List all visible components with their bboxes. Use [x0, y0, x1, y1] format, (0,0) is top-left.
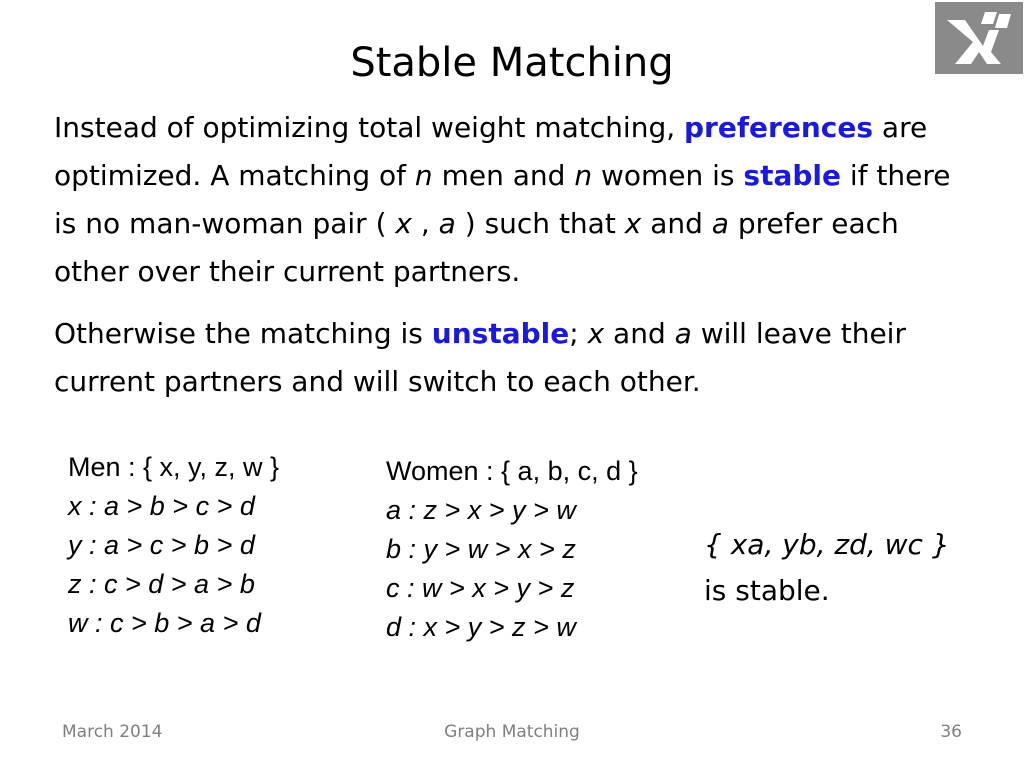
keyword-preferences: preferences: [684, 111, 874, 144]
page-number: 36: [940, 722, 962, 742]
paragraph-text: are optimized. A matching of: [54, 111, 928, 192]
women-preferences: [386, 452, 638, 647]
paragraph-text: will leave their current partners and will switch to each other.: [54, 317, 906, 398]
women-preference-row: b : y > w > x > z: [386, 534, 576, 564]
men-preference-row: z : c > d > a > b: [68, 569, 255, 599]
variable-a: a: [674, 317, 692, 350]
paragraph-unstable: [54, 310, 974, 406]
paragraph-text: men and: [432, 159, 575, 192]
women-preference-row: a : z > x > y > w: [386, 495, 576, 525]
men-preferences: [68, 448, 279, 643]
paragraph-text: Instead of optimizing total weight matching,: [54, 111, 685, 144]
men-preference-row: x : a > b > c > d: [68, 491, 255, 521]
footer-topic: Graph Matching: [444, 722, 580, 742]
keyword-stable: stable: [743, 159, 841, 192]
paragraph-text: ) such that: [455, 207, 625, 240]
result-caption: is stable.: [704, 574, 830, 607]
paragraph-text: and: [604, 317, 675, 350]
women-preference-row: d : x > y > z > w: [386, 612, 576, 642]
paragraph-text: prefer each other over their current partners.: [54, 207, 899, 288]
variable-x: x: [395, 207, 412, 240]
paragraph-text: Otherwise the matching is: [54, 317, 432, 350]
paragraph-definition: [54, 104, 974, 296]
paragraph-text: and: [641, 207, 712, 240]
variable-a: a: [711, 207, 729, 240]
men-preference-row: y : a > c > b > d: [68, 530, 255, 560]
slide-title: Stable Matching: [350, 40, 674, 86]
women-header: Women : { a, b, c, d }: [386, 456, 638, 486]
paragraph-text: ;: [569, 317, 588, 350]
result-set: { xa, yb, zd, wc }: [704, 528, 950, 561]
variable-a: a: [438, 207, 456, 240]
logo-emblem-icon: [935, 2, 1023, 74]
stable-matching-result: [704, 522, 950, 614]
paragraph-text: women is: [592, 159, 744, 192]
keyword-unstable: unstable: [431, 317, 570, 350]
paragraph-text: if there is no man-woman pair (: [54, 159, 951, 240]
university-logo: [935, 2, 1023, 74]
footer-date: March 2014: [62, 722, 163, 742]
variable-x: x: [587, 317, 605, 350]
paragraph-text: ,: [411, 207, 439, 240]
variable-n: n: [414, 159, 433, 192]
variable-x: x: [624, 207, 642, 240]
men-header: Men : { x, y, z, w }: [68, 452, 280, 482]
variable-n: n: [574, 159, 593, 192]
men-preference-row: w : c > b > a > d: [68, 608, 261, 638]
women-preference-row: c : w > x > y > z: [386, 573, 575, 603]
